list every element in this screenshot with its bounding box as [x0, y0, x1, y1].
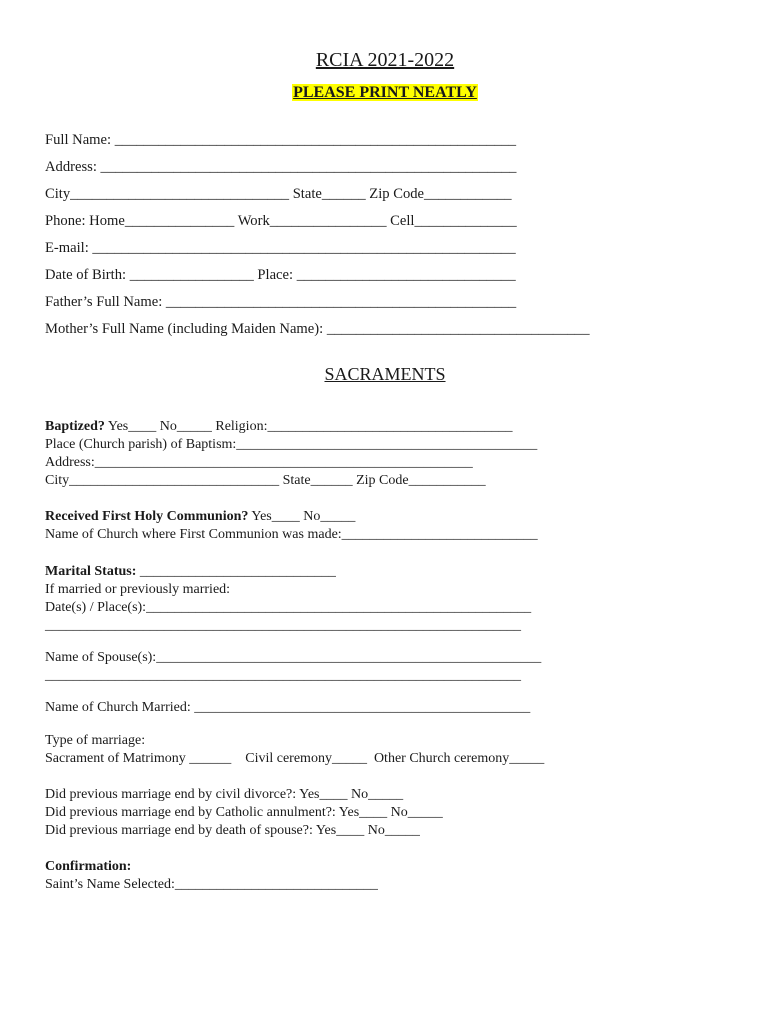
- print-neatly-notice: [0, 84, 770, 102]
- form-title: RCIA 2021-2022: [315, 49, 455, 71]
- if-married-label: If married or previously married:: [45, 582, 231, 597]
- baptized-label: Baptized?: [45, 419, 105, 434]
- type-of-marriage-options[interactable]: Sacrament of Matrimony ______ Civil ceremony_____ Other Church ceremony_____: [45, 751, 545, 766]
- saint-name-field[interactable]: Saint’s Name Selected:_____________________________: [45, 877, 378, 892]
- communion-label: Received First Holy Communion?: [45, 509, 249, 524]
- annulment-field[interactable]: Did previous marriage end by Catholic annulment?: Yes____ No_____: [45, 805, 443, 820]
- church-married-field[interactable]: Name of Church Married: ________________________________________________: [45, 700, 531, 715]
- marriage-dates-places-line2[interactable]: ____________________________________________________________________: [45, 618, 521, 633]
- baptism-place-field[interactable]: Place (Church parish) of Baptism:___________________________________________: [45, 437, 538, 452]
- mother-name-field[interactable]: Mother’s Full Name (including Maiden Name): ____________________________________: [45, 321, 590, 337]
- marital-status-blank: ____________________________: [136, 564, 336, 579]
- spouse-name-field[interactable]: Name of Spouse(s):_______________________________________________________: [45, 650, 542, 665]
- father-name-field[interactable]: Father’s Full Name: ________________________________________________: [45, 294, 517, 310]
- spouse-name-line2[interactable]: ____________________________________________________________________: [45, 668, 521, 683]
- marriage-dates-places-field[interactable]: Date(s) / Place(s):_______________________________________________________: [45, 600, 532, 615]
- dob-place-field[interactable]: Date of Birth: _________________ Place: ______________________________: [45, 267, 516, 283]
- highlighted-notice-text: PLEASE PRINT NEATLY: [293, 84, 477, 101]
- communion-options: Yes____ No_____: [248, 509, 356, 524]
- city-state-zip-field[interactable]: City______________________________ State______ Zip Code____________: [45, 186, 512, 202]
- marital-status-field[interactable]: [45, 563, 336, 581]
- baptized-options: Yes____ No_____ Religion:___________________________________: [104, 419, 513, 434]
- communion-church-field[interactable]: Name of Church where First Communion was made:____________________________: [45, 527, 538, 542]
- confirmation-label: [45, 858, 131, 876]
- baptism-address-field[interactable]: Address:______________________________________________________: [45, 455, 473, 470]
- confirmation-label-text: Confirmation:: [45, 859, 132, 874]
- baptism-city-state-zip-field[interactable]: City______________________________ State______ Zip Code___________: [45, 473, 486, 488]
- type-of-marriage-label: Type of marriage:: [45, 733, 146, 748]
- email-field[interactable]: E-mail: __________________________________________________________: [45, 240, 516, 256]
- communion-field[interactable]: [45, 508, 355, 526]
- sacraments-heading: SACRAMENTS: [324, 364, 446, 384]
- address-field[interactable]: Address: _________________________________________________________: [45, 159, 517, 175]
- civil-divorce-field[interactable]: Did previous marriage end by civil divorce?: Yes____ No_____: [45, 787, 404, 802]
- death-of-spouse-field[interactable]: Did previous marriage end by death of spouse?: Yes____ No_____: [45, 823, 420, 838]
- full-name-field[interactable]: Full Name: _______________________________________________________: [45, 132, 517, 148]
- phone-field[interactable]: Phone: Home_______________ Work________________ Cell______________: [45, 213, 517, 229]
- marital-status-label: Marital Status:: [45, 564, 137, 579]
- baptized-field[interactable]: [45, 418, 512, 436]
